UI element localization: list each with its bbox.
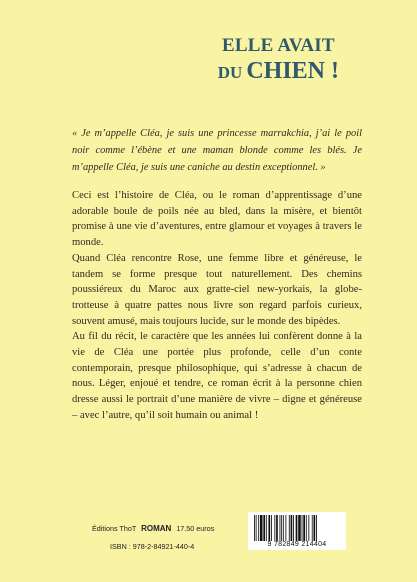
genre-label: ROMAN xyxy=(141,524,172,533)
price-label: 17.50 euros xyxy=(176,524,215,533)
title-line-2 xyxy=(218,59,339,83)
publisher-name: Éditions ThoT xyxy=(92,524,137,533)
barcode-digits: 9 782849 214404 xyxy=(267,541,327,548)
blurb-paragraph-3: Au fil du récit, le caractère que les années lui confèrent donne à la vie de Cléa une portée plus profonde, celle d’un conte contemporain, presque philosophique, qui s’adresse à chacun de nous. Léger, enjoué et tendre, ce roman écrit à la personne chien dresse aussi le portrait d’une manière de vivre – digne et généreuse – avec l’autre, qu’il soit humain ou animal ! xyxy=(72,331,362,421)
isbn-label: ISBN : 978-2-84921-440-4 xyxy=(110,542,195,551)
epigraph-quote: « Je m’appelle Cléa, je suis une princesse marrakchia, j’ai le poil noir comme l’ébène et une maman blonde comme les blés. Je m’appelle Cléa, je suis une caniche au destin exceptionnel. » xyxy=(72,128,362,173)
blurb xyxy=(72,188,362,424)
blurb-paragraph-1: Ceci est l’histoire de Cléa, ou le roman d’apprentissage d’une adorable boule de poils née au bled, dans la misère, et bientôt promise à une vie d’aventures, entre glamour et voyages à travers le monde. xyxy=(72,190,362,249)
barcode xyxy=(248,512,346,550)
title-du: DU xyxy=(217,63,243,82)
title-line-1: ELLE AVAIT xyxy=(222,35,335,56)
footer-row-1 xyxy=(92,524,214,533)
blurb-paragraph-2: Quand Cléa rencontre Rose, une femme libre et généreuse, le tandem se forme presque tout naturellement. Des chemins poussiéreux du Maroc aux gratte-ciel new-yorkais, la globe-trotteuse à quatre pattes nous livre son regard parfois curieux, souvent amusé, mais toujours lucide, sur le monde des bipèdes. xyxy=(72,252,362,327)
barcode-bars-icon xyxy=(254,515,340,541)
title-chien: CHIEN ! xyxy=(246,58,339,84)
book-title xyxy=(218,36,339,83)
